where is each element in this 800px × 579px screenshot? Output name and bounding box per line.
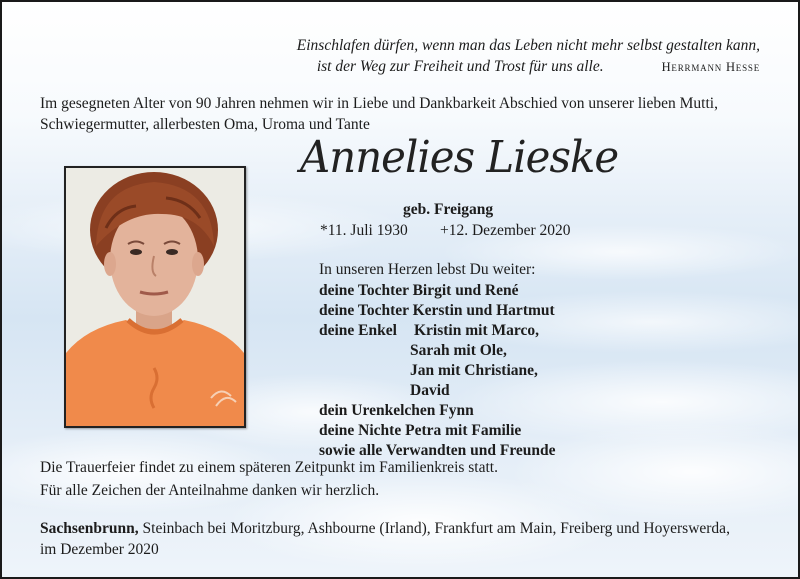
birth-date: *11. Juli 1930	[320, 222, 408, 239]
mourner-line: sowie alle Verwandten und Freunde	[319, 442, 556, 459]
grandchild-entry: Jan mit Christiane,	[410, 362, 538, 379]
funeral-note: Die Trauerfeier findet zu einem späteren Zeitpunkt im Familienkreis statt.	[40, 459, 498, 476]
grandchild-entry: Sarah mit Ole,	[410, 342, 507, 359]
closing-date: im Dezember 2020	[40, 541, 159, 558]
location-rest: Steinbach bei Moritzburg, Ashbourne (Irland), Frankfurt am Main, Freiberg und Hoyerswerda,	[138, 520, 730, 537]
quote-line-2: ist der Weg zur Freiheit und Trost für uns alle.	[316, 58, 604, 75]
quote-line-1: Einschlafen dürfen, wenn man das Leben nicht mehr selbst gestalten kann,	[296, 37, 760, 54]
quote-author: Herrmann Hesse	[661, 60, 760, 74]
portrait-illustration	[66, 168, 244, 426]
death-date: +12. Dezember 2020	[440, 222, 571, 239]
grandchildren-label: deine Enkel	[319, 322, 397, 339]
epigraph-quote	[42, 35, 760, 78]
grandchild-entry: Kristin mit Marco,	[414, 322, 539, 339]
mourner-line: deine Tochter Birgit und René	[319, 282, 519, 299]
mourners-heading: In unseren Herzen lebst Du weiter:	[319, 261, 536, 278]
mourner-line: deine Nichte Petra mit Familie	[319, 422, 522, 439]
deceased-name: Annelies Lieske	[300, 132, 619, 183]
maiden-name: geb. Freigang	[403, 201, 494, 218]
thanks-note: Für alle Zeichen der Anteilnahme danken wir herzlich.	[40, 482, 380, 499]
portrait-photo	[64, 166, 246, 428]
location-primary: Sachsenbrunn,	[40, 520, 139, 537]
mourner-line: deine Tochter Kerstin und Hartmut	[319, 302, 555, 319]
intro-text: Im gesegneten Alter von 90 Jahren nehmen wir in Liebe und Dankbarkeit Abschied von unserer lieben Mutti, Schwiegermutter, allerbesten Oma, Uroma und Tante	[40, 95, 718, 133]
mourner-line: dein Urenkelchen Fynn	[319, 402, 474, 419]
grandchild-entry: David	[410, 382, 450, 399]
location-and-date	[40, 518, 780, 560]
